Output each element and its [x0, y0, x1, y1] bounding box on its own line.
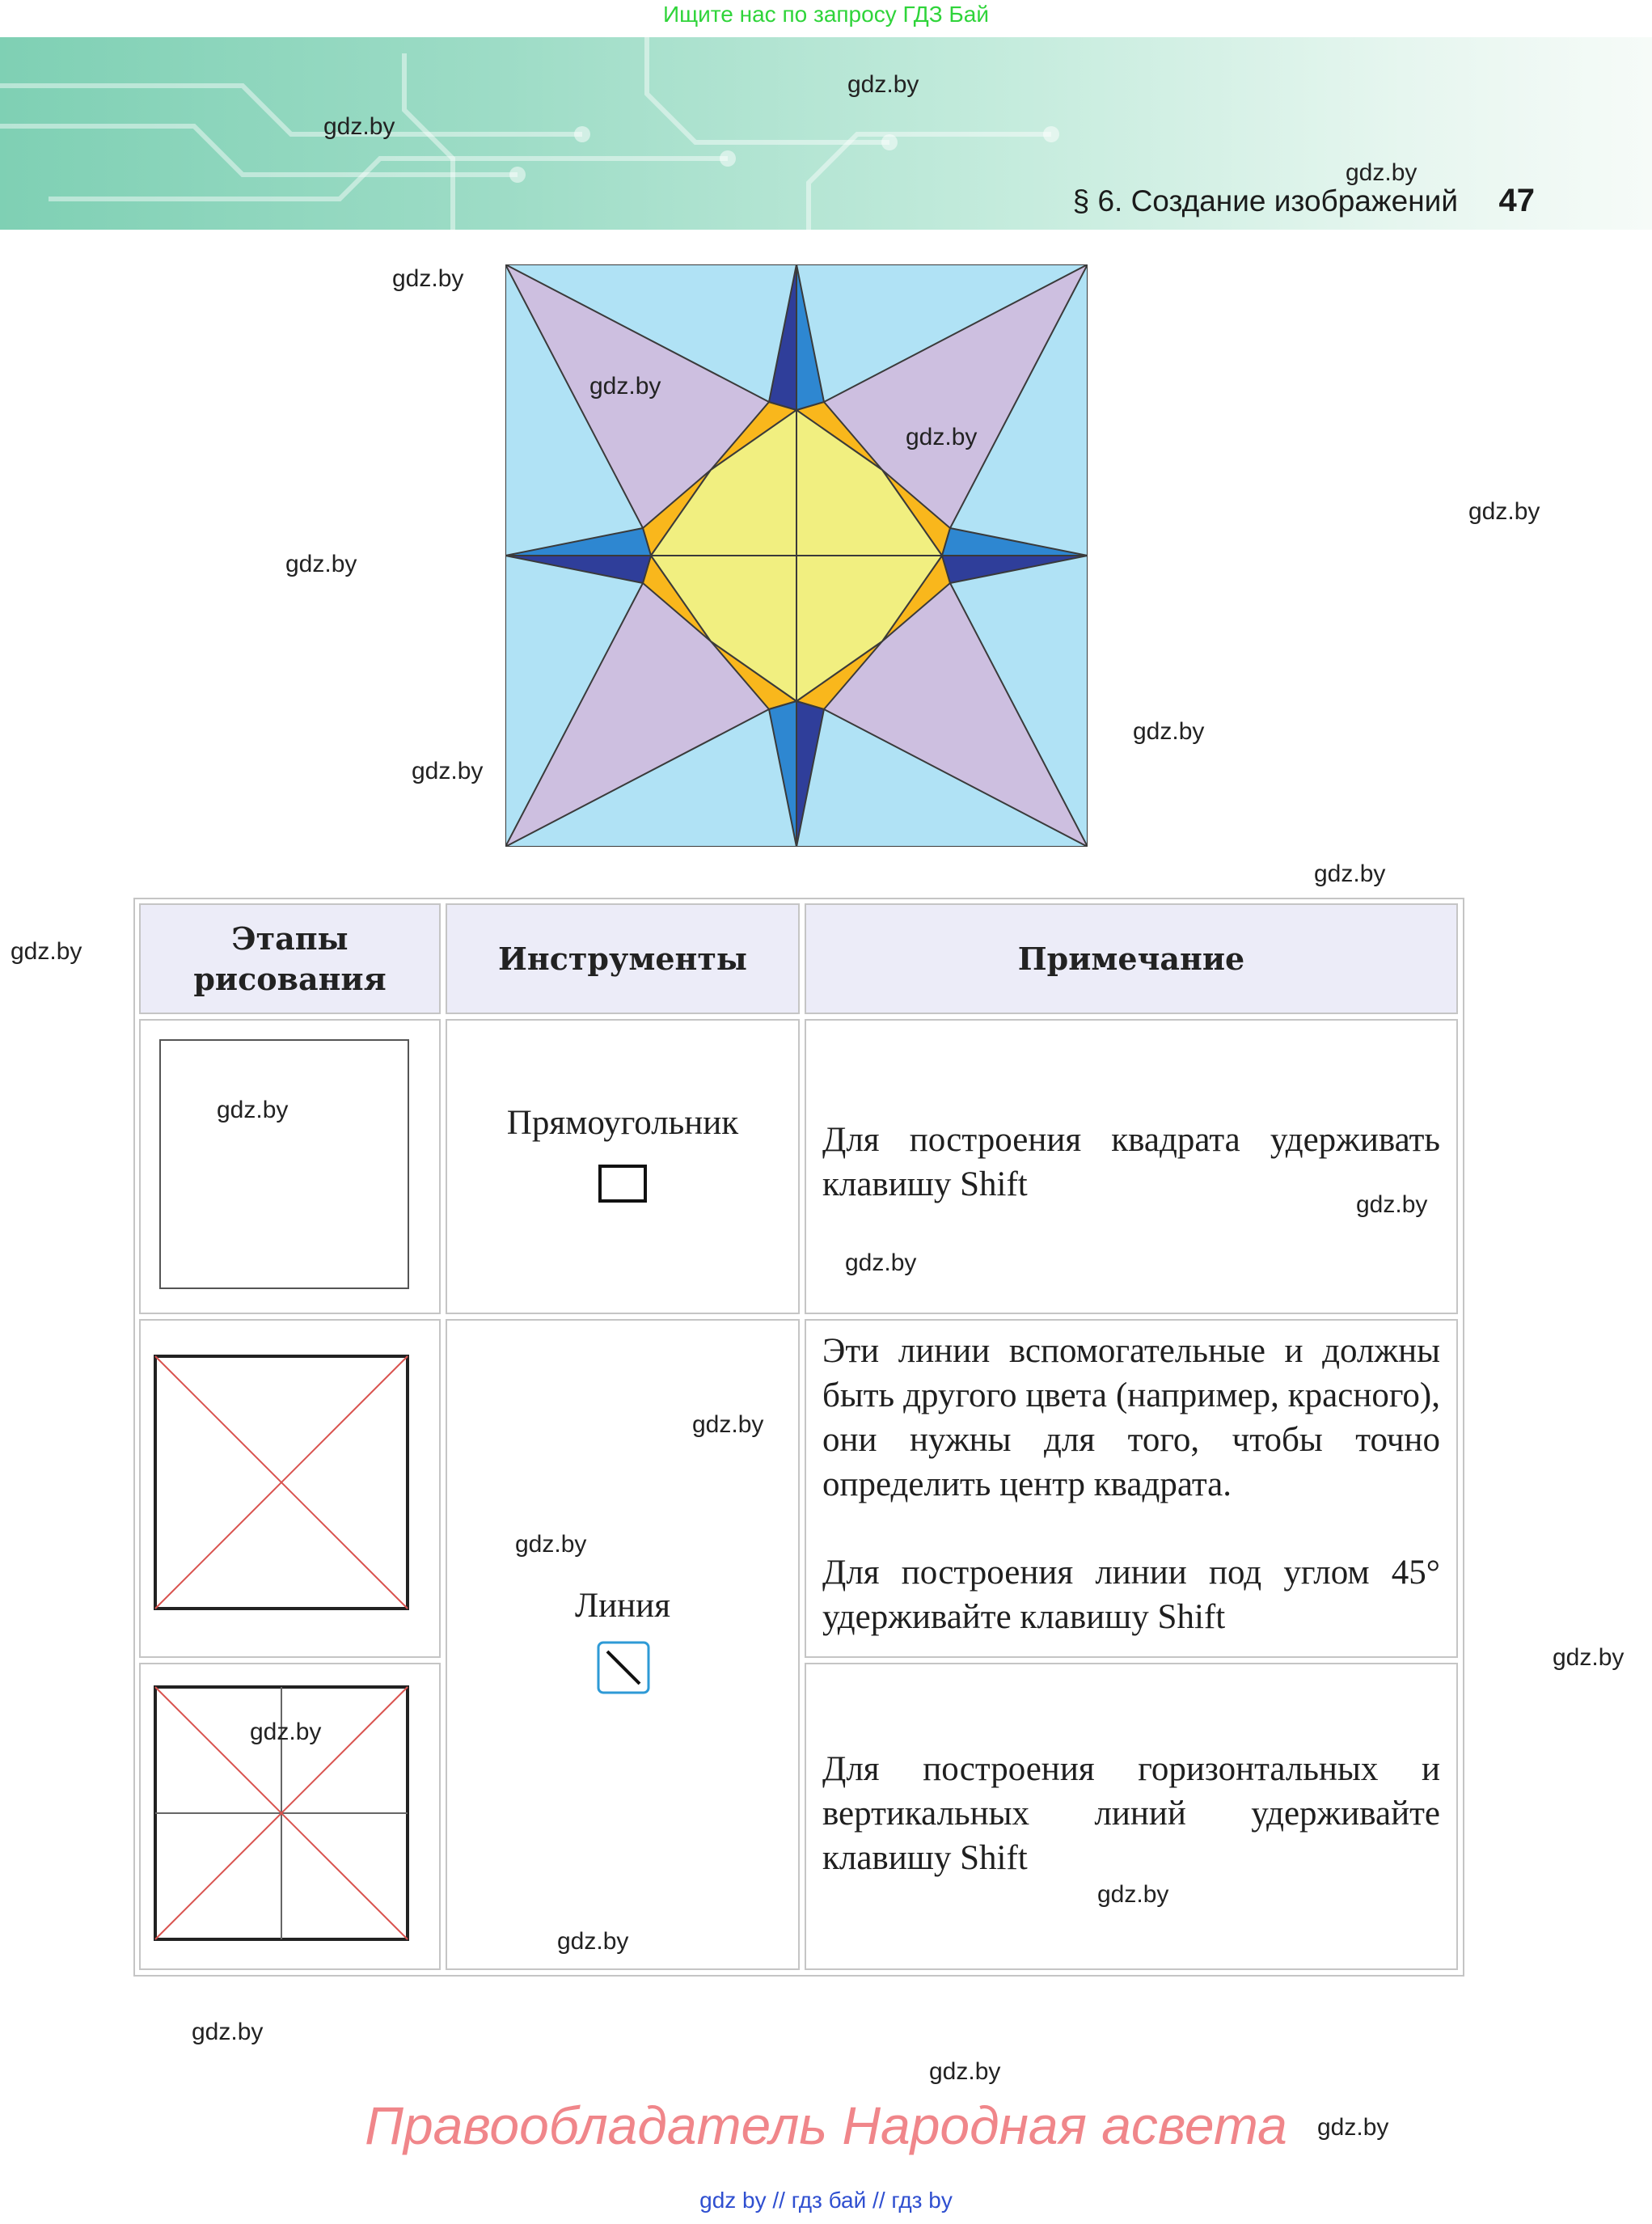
watermark: gdz.by: [1346, 159, 1418, 186]
top-search-link[interactable]: Ищите нас по запросу ГДЗ Бай: [662, 2, 990, 27]
watermark: gdz.by: [1468, 498, 1540, 525]
bottom-links[interactable]: gdz by // гдз бай // гдз by: [699, 2188, 953, 2213]
page-number: 47: [1498, 183, 1535, 218]
watermark: gdz.by: [323, 113, 395, 140]
watermark: gdz.by: [192, 2019, 264, 2045]
tool-line-label: Линия: [575, 1587, 670, 1625]
rights-holder-notice: Правообладатель Народная асвета: [365, 2095, 1287, 2155]
watermark: gdz.by: [1317, 2114, 1389, 2141]
watermark: gdz.by: [589, 373, 661, 400]
line-tool-icon[interactable]: [596, 1640, 651, 1695]
note-1-text: Для построения квадрата удерживать клавишу Shift: [822, 1121, 1440, 1203]
watermark: gdz.by: [392, 265, 464, 292]
watermark: gdz.by: [557, 1928, 629, 1955]
watermark: gdz.by: [515, 1531, 587, 1558]
step-2-cell: [139, 1319, 441, 1658]
watermark: gdz.by: [11, 938, 82, 965]
watermark: gdz.by: [1553, 1644, 1625, 1671]
watermark: gdz.by: [929, 2058, 1001, 2085]
header-notes: Примечание: [805, 903, 1458, 1014]
drawing-steps-table: [133, 898, 1464, 1977]
watermark: gdz.by: [906, 424, 978, 450]
watermark: gdz.by: [1133, 718, 1205, 745]
watermark: gdz.by: [1356, 1191, 1428, 1218]
watermark: gdz.by: [845, 1249, 917, 1276]
rectangle-tool-icon[interactable]: [598, 1164, 648, 1204]
section-title: § 6. Создание изображений: [1072, 184, 1458, 218]
tool-rectangle-cell: [446, 1019, 800, 1314]
step-2-square-diagonals: [152, 1353, 419, 1620]
watermark: gdz.by: [285, 551, 357, 577]
note-4-text: Для построения горизонтальных и вертикальных линий удерживайте клавишу Shift: [822, 1750, 1440, 1877]
watermark: gdz.by: [692, 1411, 764, 1438]
note-2-cell: [805, 1319, 1458, 1658]
header-steps: Этапы рисования: [139, 903, 441, 1014]
tool-rectangle-label: Прямоугольник: [506, 1104, 739, 1142]
header-tools: Инструменты: [446, 903, 800, 1014]
step-1-cell: [139, 1019, 441, 1314]
watermark: gdz.by: [217, 1097, 289, 1123]
note-4-cell: [805, 1663, 1458, 1970]
eight-point-star-figure: [505, 264, 1088, 847]
watermark: gdz.by: [847, 71, 919, 98]
watermark: gdz.by: [1097, 1881, 1169, 1908]
watermark: gdz.by: [1314, 860, 1386, 887]
note-2-text: Эти линии вспомогательные и должны быть другого цвета (например, красного), они нужны для того, чтобы точно определить центр квадрата.: [822, 1332, 1440, 1503]
step-1-square: [157, 1037, 416, 1296]
watermark: gdz.by: [412, 758, 484, 784]
watermark: gdz.by: [250, 1719, 322, 1745]
step-3-cell: [139, 1663, 441, 1970]
note-3-text: Для построения линии под углом 45° удерживайте клавишу Shift: [822, 1554, 1440, 1636]
